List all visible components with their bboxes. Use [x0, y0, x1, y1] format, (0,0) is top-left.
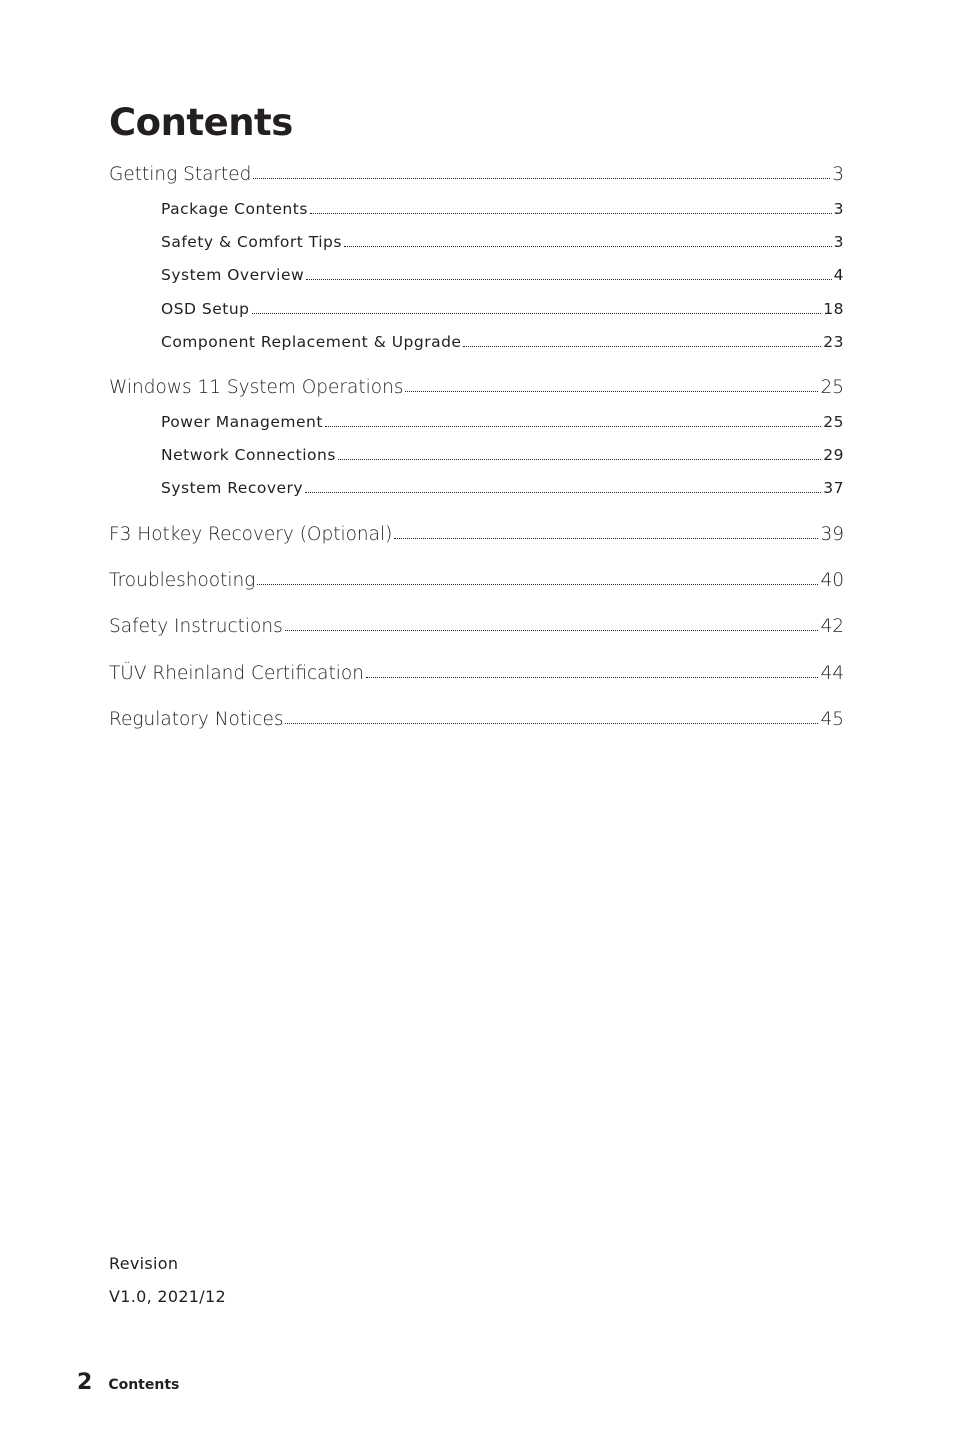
toc-entry-osd-setup[interactable] — [161, 298, 844, 320]
toc-entry-label: Windows 11 System Operations — [109, 376, 404, 398]
dot-leader — [325, 412, 821, 428]
toc-entry-label: Getting Started — [109, 163, 252, 185]
toc-entry-getting-started[interactable] — [109, 161, 844, 188]
toc-entry-tuv-rheinland-certification[interactable] — [109, 660, 844, 687]
dot-leader — [305, 478, 821, 494]
toc-entry-windows-11-system-operations[interactable] — [109, 374, 844, 401]
toc-entry-label: Power Management — [161, 413, 323, 431]
dot-leader — [257, 567, 818, 586]
footer-page-number: 2 — [77, 1370, 93, 1395]
toc-entry-page: 39 — [820, 523, 844, 545]
revision-value: V1.0, 2021/12 — [109, 1287, 226, 1306]
toc-entry-network-connections[interactable] — [161, 444, 844, 466]
toc-entry-label: Safety & Comfort Tips — [161, 233, 342, 251]
toc-entry-page: 18 — [823, 300, 844, 318]
dot-leader — [310, 199, 832, 215]
toc-entry-regulatory-notices[interactable] — [109, 706, 844, 733]
toc-entry-page: 23 — [823, 333, 844, 351]
dot-leader — [306, 265, 831, 281]
dot-leader — [366, 660, 819, 679]
dot-leader — [394, 521, 818, 540]
toc-entry-page: 3 — [833, 200, 844, 218]
toc-entry-system-recovery[interactable] — [161, 477, 844, 499]
toc-entry-label: Safety Instructions — [109, 615, 283, 637]
footer-section-title: Contents — [108, 1377, 180, 1393]
toc-entry-page: 3 — [833, 233, 844, 251]
toc-entry-label: Network Connections — [161, 446, 336, 464]
page-footer — [77, 1370, 179, 1395]
dot-leader — [252, 299, 822, 315]
toc-entry-troubleshooting[interactable] — [109, 567, 844, 594]
toc-entry-label: Troubleshooting — [109, 569, 256, 591]
toc-entry-safety-instructions[interactable] — [109, 613, 844, 640]
revision-block — [109, 1247, 226, 1313]
toc-entry-page: 37 — [823, 479, 844, 497]
toc-entry-package-contents[interactable] — [161, 198, 844, 220]
dot-leader — [338, 445, 821, 461]
toc-entry-label: System Overview — [161, 266, 305, 284]
dot-leader — [405, 374, 818, 393]
dot-leader — [253, 161, 830, 180]
toc-entry-component-replacement[interactable] — [161, 331, 844, 353]
toc-entry-page: 3 — [832, 163, 844, 185]
toc-entry-page: 25 — [823, 413, 844, 431]
dot-leader — [344, 232, 832, 248]
toc-entry-label: TÜV Rheinland Certification — [109, 662, 364, 684]
toc-entry-f3-hotkey-recovery[interactable] — [109, 521, 844, 548]
toc-entry-label: OSD Setup — [161, 300, 250, 318]
page-title: Contents — [109, 101, 293, 144]
toc-entry-page: 45 — [820, 708, 844, 730]
toc-entry-page: 40 — [820, 569, 844, 591]
toc-entry-safety-comfort-tips[interactable] — [161, 231, 844, 253]
toc-entry-label: Component Replacement & Upgrade — [161, 333, 462, 351]
dot-leader — [285, 706, 818, 725]
toc-entry-power-management[interactable] — [161, 411, 844, 433]
dot-leader — [285, 613, 819, 632]
toc-entry-page: 44 — [820, 662, 844, 684]
toc-entry-label: F3 Hotkey Recovery (Optional) — [109, 523, 393, 545]
toc-entry-page: 29 — [823, 446, 844, 464]
toc-entry-page: 25 — [820, 376, 844, 398]
toc-entry-page: 4 — [833, 266, 844, 284]
toc-entry-label: System Recovery — [161, 479, 304, 497]
toc-entry-page: 42 — [820, 615, 844, 637]
dot-leader — [463, 332, 821, 348]
toc-entry-label: Regulatory Notices — [109, 708, 284, 730]
revision-label: Revision — [109, 1254, 179, 1273]
toc-entry-label: Package Contents — [161, 200, 308, 218]
toc-entry-system-overview[interactable] — [161, 264, 844, 286]
